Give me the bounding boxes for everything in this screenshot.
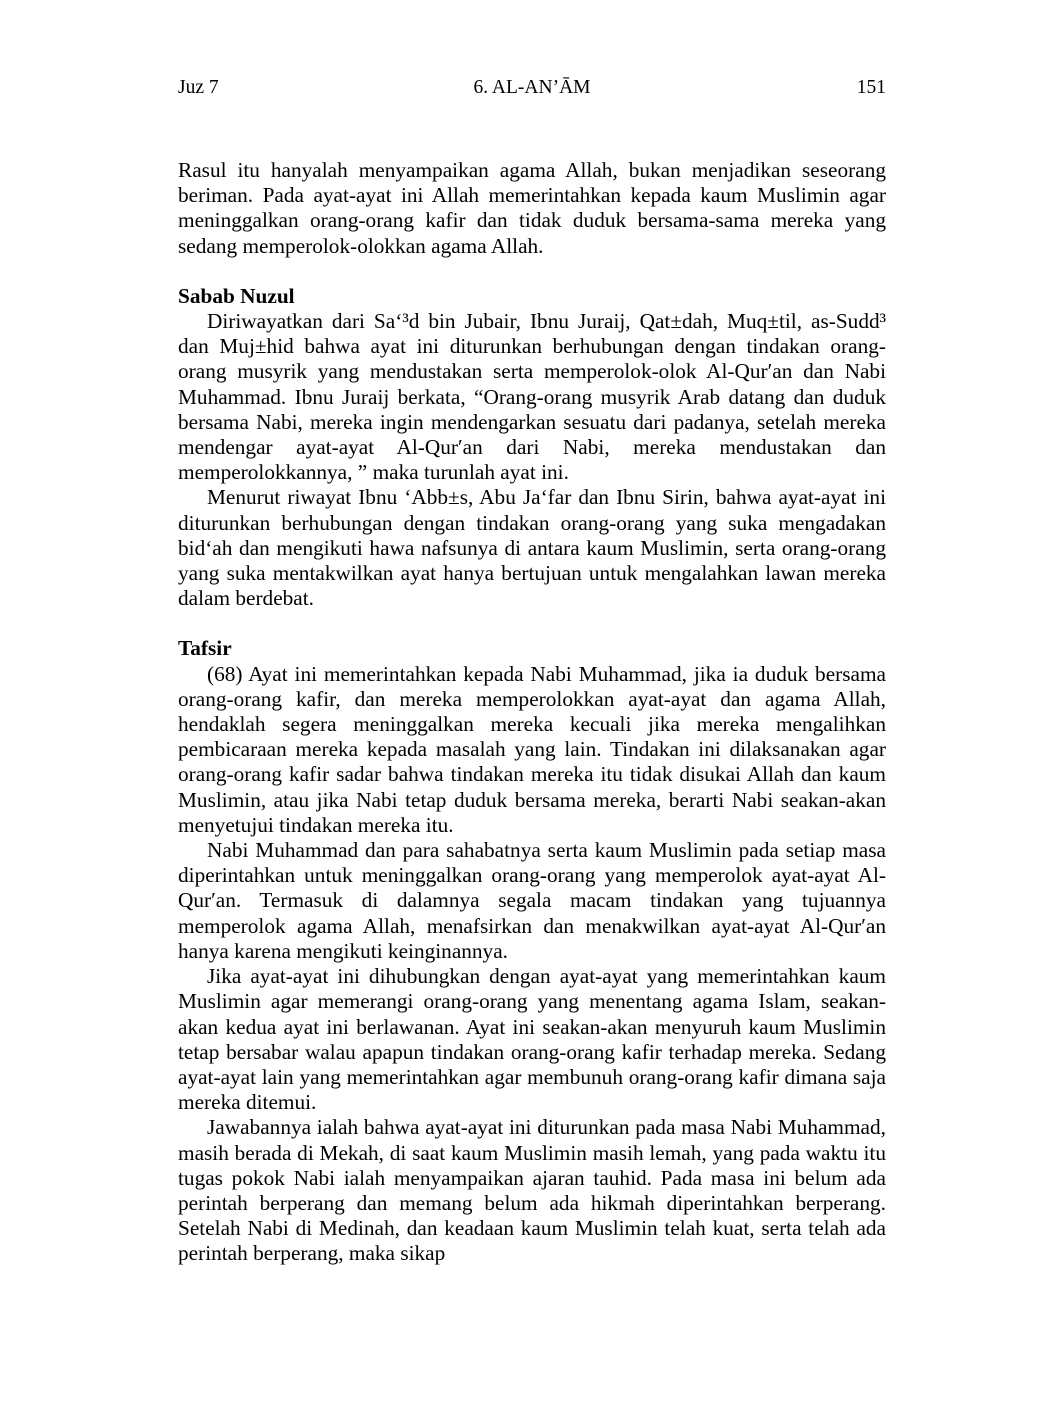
running-header xyxy=(178,76,886,100)
tafsir-paragraph-1: (68) Ayat ini memerintahkan kepada Nabi Muhammad, jika ia duduk bersama orang-orang kafir, dan mereka memperolokkan ayat-ayat dan agama Allah, hendaklah segera meninggalkan mereka kecuali jika mereka mengalihkan pembicaraan mereka kepada masalah yang lain. Tindakan ini dilaksanakan agar orang-orang kafir sadar bahwa tindakan mereka itu tidak disukai Allah dan kaum Muslimin, atau jika Nabi tetap duduk bersama mereka, berarti Nabi seakan-akan menyetujui tindakan mereka itu. xyxy=(178,661,886,837)
tafsir-paragraph-2: Nabi Muhammad dan para sahabatnya serta kaum Muslimin pada setiap masa diperintahkan untuk meninggalkan orang-orang yang memperolok ayat-ayat Al-Qur′an. Termasuk di dalamnya segala macam tindakan yang tujuannya memperolok agama Allah, menafsirkan dan menakwilkan ayat-ayat Al-Qur′an hanya karena mengikuti keinginannya. xyxy=(178,838,886,963)
intro-paragraph: Rasul itu hanyalah menyampaikan agama Allah, bukan menjadikan seseorang beriman. Pada ayat-ayat ini Allah memerintahkan kepada kaum Muslimin agar meninggalkan orang-orang kafir dan tidak duduk bersama-sama mereka yang sedang memperolok-olokkan agama Allah. xyxy=(178,158,886,258)
section-spacer xyxy=(178,611,886,636)
sabab-nuzul-paragraph-2: Menurut riwayat Ibnu ‘Abb±s, Abu Ja‘far dan Ibnu Sirin, bahwa ayat-ayat ini diturunkan berhubungan dengan tindakan orang-orang yang suka mengadakan bid‘ah dan mengikuti hawa nafsunya di antara kaum Muslimin, serta orang-orang yang suka mentakwilkan ayat hanya bertujuan untuk mengalahkan lawan mereka dalam berdebat. xyxy=(178,485,886,611)
tafsir-paragraph-3: Jika ayat-ayat ini dihubungkan dengan ayat-ayat yang memerintahkan kaum Muslimin agar memerangi orang-orang yang menentang agama Islam, seakan-akan kedua ayat ini berlawanan. Ayat ini seakan-akan menyuruh kaum Muslimin tetap bersabar walau apapun tindakan orang-orang kafir terhadap mereka. Sedang ayat-ayat lain yang memerintahkan agar membunuh orang-orang kafir dimana saja mereka ditemui. xyxy=(178,964,886,1115)
sabab-nuzul-paragraph-1: Diriwayatkan dari Sa‘³d bin Jubair, Ibnu Juraij, Qat±dah, Muq±til, as-Sudd³ dan Muj±hid bahwa ayat ini diturunkan berhubungan dengan tindakan orang-orang musyrik yang mendustakan serta memperolok-olok Al-Qur′an dan Nabi Muhammad. Ibnu Juraij berkata, “Orang-orang musyrik Arab datang dan duduk bersama Nabi, mereka ingin mendengarkan sesuatu dari padanya, setelah mereka mendengar ayat-ayat Al-Qur′an dari Nabi, mereka mendustakan dan memperolokkannya, ” maka turunlah ayat ini. xyxy=(178,309,886,485)
tafsir-heading: Tafsir xyxy=(178,636,232,661)
page-body xyxy=(178,158,886,1267)
page-number: 151 xyxy=(856,77,886,98)
surah-title: 6. AL-AN’ĀM xyxy=(473,77,591,98)
section-spacer xyxy=(178,259,886,284)
tafsir-paragraph-4: Jawabannya ialah bahwa ayat-ayat ini diturunkan pada masa Nabi Muhammad, masih berada di Mekah, di saat kaum Muslimin masih lemah, yang pada waktu itu tugas pokok Nabi ialah menyampaikan ajaran tauhid. Pada masa ini belum ada perintah berperang dan memang belum ada hikmah diperintahkan berperang. Setelah Nabi di Medinah, dan keadaan kaum Muslimin telah kuat, serta telah ada perintah berperang, maka sikap xyxy=(178,1115,886,1266)
sabab-nuzul-heading: Sabab Nuzul xyxy=(178,283,295,308)
juz-label: Juz 7 xyxy=(178,77,219,98)
